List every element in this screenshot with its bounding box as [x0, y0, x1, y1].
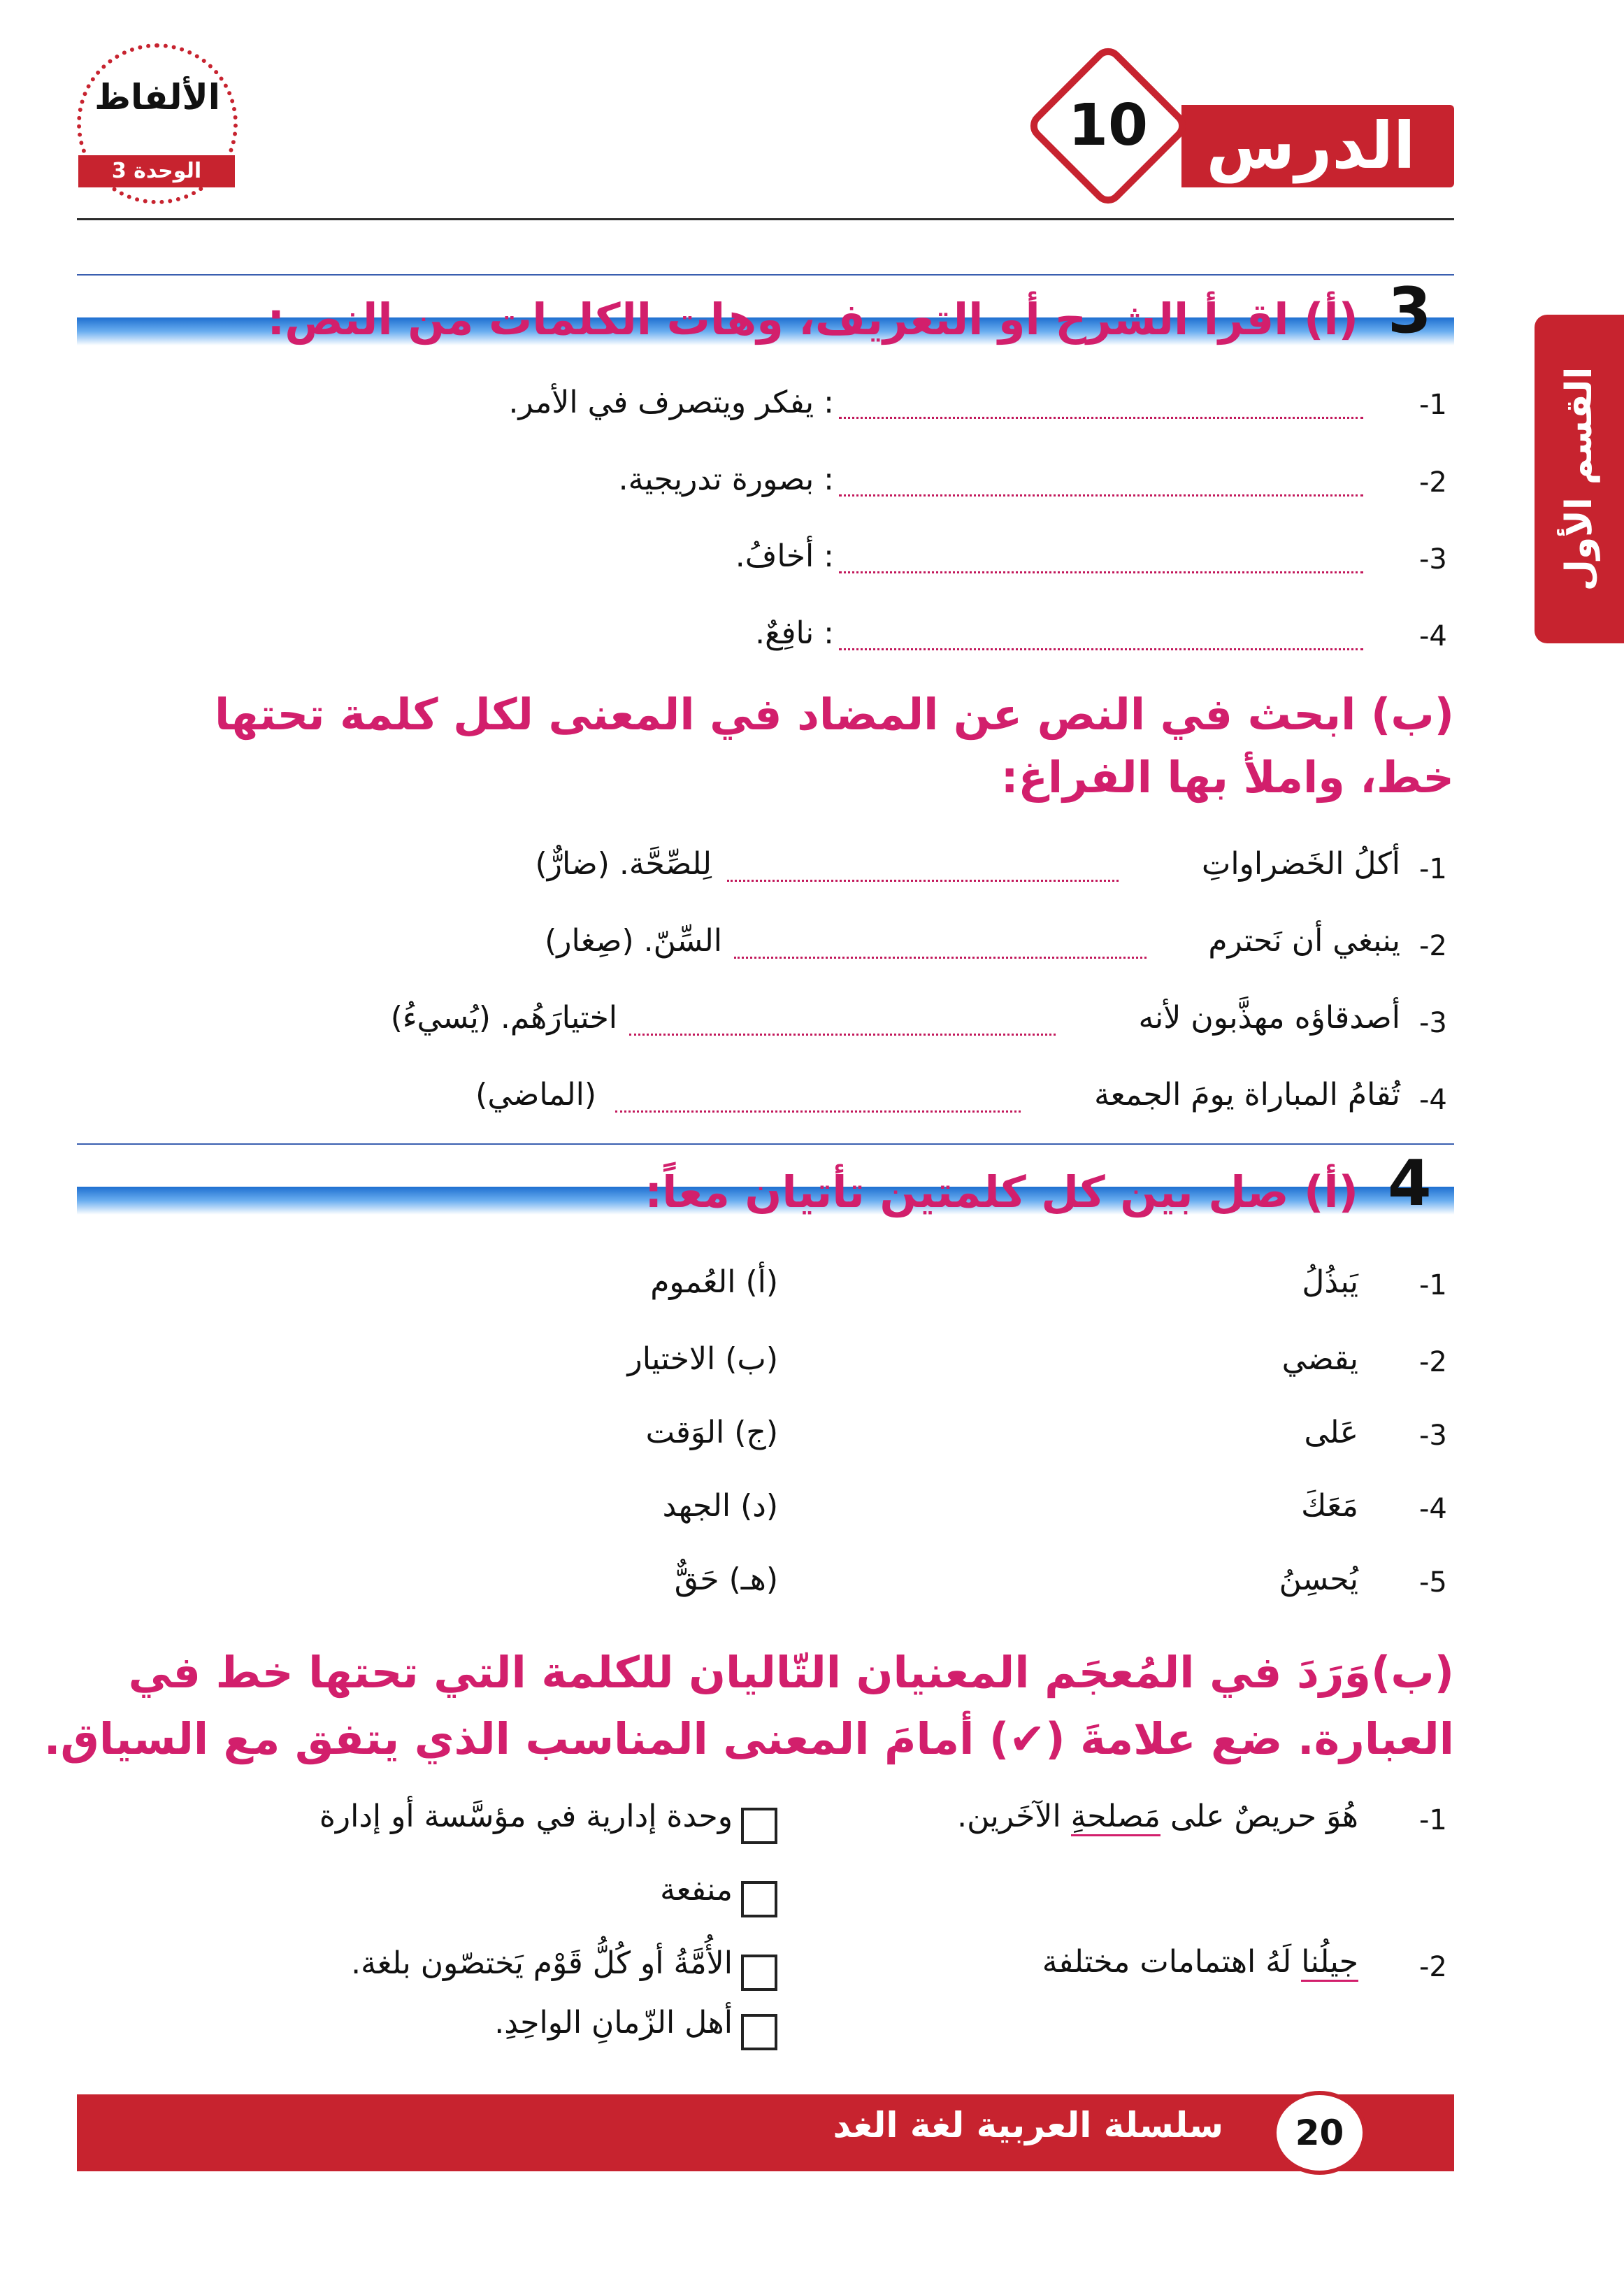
item-number: -1	[1419, 853, 1447, 885]
sentence-end: السِّنّ. (صِغار)	[545, 923, 722, 959]
underlined-word: مَصلحةِ	[1071, 1799, 1160, 1836]
section-4b-title-line1: (ب)وَرَدَ في المُعجَم المعنيان التّاليان للكلمة التي تحتها خط في	[128, 1647, 1454, 1698]
checkbox[interactable]	[741, 1808, 777, 1844]
underlined-word: جيلُنا	[1301, 1944, 1358, 1982]
match-option[interactable]: (د) الجهد	[662, 1488, 778, 1524]
match-option[interactable]: (ب) الاختيار	[627, 1341, 778, 1377]
checkbox[interactable]	[741, 2014, 777, 2050]
item-number: -4	[1419, 1493, 1447, 1525]
match-option[interactable]: (هـ) حَقٌّ	[674, 1562, 778, 1597]
item-number: -3	[1419, 543, 1447, 576]
sentence-end: اختيارَهُم. (يُسيءُ)	[390, 1000, 617, 1036]
match-word[interactable]: يُحسِنُ	[1279, 1562, 1358, 1597]
match-word[interactable]: مَعَكَ	[1301, 1488, 1358, 1524]
item-number: -3	[1419, 1420, 1447, 1452]
item-number: -2	[1419, 1346, 1447, 1378]
checkbox[interactable]	[741, 1955, 777, 1991]
checkbox[interactable]	[741, 1881, 777, 1917]
item-number: -5	[1419, 1566, 1447, 1599]
sentence-part: هُوَ حريصٌ على	[1170, 1799, 1358, 1834]
section-tab-label: القسم الأول	[1558, 366, 1600, 592]
definition-text: : نافِعٌ.	[755, 615, 834, 651]
item-number: -4	[1419, 620, 1447, 652]
sentence-end: (الماضي)	[475, 1077, 596, 1113]
answer-blank[interactable]	[727, 880, 1119, 882]
section-3b-title-line2: خط، واملأ بها الفراغ:	[1000, 752, 1454, 803]
definition-text: : يفكر ويتصرف في الأمر.	[508, 385, 834, 420]
lesson-label: الدرس	[1206, 108, 1416, 183]
sentence-part: الآخَرين.	[957, 1799, 1061, 1834]
question-sentence	[1042, 1944, 1358, 1980]
answer-blank[interactable]	[615, 1110, 1021, 1113]
match-word[interactable]: عَلى	[1304, 1415, 1358, 1450]
item-number: -1	[1419, 1269, 1447, 1301]
series-title: سلسلة العربية لغة الغد	[833, 2105, 1223, 2145]
answer-blank[interactable]	[629, 1034, 1056, 1036]
answer-blank[interactable]	[839, 648, 1363, 650]
match-option[interactable]: (أ) العُموم	[650, 1264, 778, 1300]
definition-text: : أخافُ.	[735, 538, 834, 574]
meaning-option: منفعة	[660, 1872, 733, 1908]
unit-title: الألفاظ	[94, 77, 220, 117]
lesson-number: 10	[1068, 92, 1149, 159]
item-number: -2	[1419, 1951, 1447, 1983]
sentence-start: ينبغي أن نَحترم	[1208, 923, 1400, 959]
sentence-part: لَهُ اهتمامات مختلفة	[1042, 1944, 1292, 1980]
item-number: -1	[1419, 389, 1447, 421]
page-number: 20	[1272, 2091, 1367, 2175]
footer-bar	[77, 2094, 1454, 2171]
item-number: -2	[1419, 930, 1447, 962]
item-number: -4	[1419, 1084, 1447, 1116]
unit-badge: الوحدة 3	[78, 155, 235, 187]
definition-text: : بصورة تدريجية.	[618, 462, 834, 497]
section-4-title: (أ) صل بين كل كلمتين تأتيان معاً:	[645, 1166, 1358, 1217]
meaning-option: أهل الزّمانِ الواحِدِ.	[494, 2005, 733, 2041]
question-sentence	[957, 1799, 1358, 1834]
header-rule	[77, 218, 1454, 220]
answer-blank[interactable]	[839, 417, 1363, 419]
answer-blank[interactable]	[734, 957, 1147, 959]
item-number: -1	[1419, 1804, 1447, 1836]
section-4-number: 4	[1388, 1147, 1432, 1220]
sentence-start: تُقامُ المباراة يومَ الجمعة	[1094, 1077, 1400, 1113]
item-number: -3	[1419, 1007, 1447, 1039]
answer-blank[interactable]	[839, 494, 1363, 496]
section-3b-title-line1: (ب) ابحث في النص عن المضاد في المعنى لكل كلمة تحتها	[215, 689, 1454, 740]
sentence-start: أكلُ الخَضراواتِ	[1201, 846, 1400, 882]
match-option[interactable]: (ج) الوَقت	[645, 1415, 778, 1450]
section-4b-title-line2: العبارة. ضع علامةَ (✔) أمامَ المعنى المناسب الذي يتفق مع السياق.	[43, 1713, 1454, 1764]
match-word[interactable]: يَبذُلُ	[1302, 1264, 1358, 1300]
match-word[interactable]: يقضي	[1281, 1341, 1358, 1377]
section-3-title: (أ) اقرأ الشرح أو التعريف، وهات الكلمات من النص:	[267, 294, 1358, 345]
item-number: -2	[1419, 466, 1447, 499]
section-3-number: 3	[1388, 274, 1432, 348]
sentence-end: لِلصِّحَّة. (ضارٌّ)	[535, 846, 712, 882]
meaning-option: الأُمَّةُ أو كُلُّ قَوْم يَختصّون بلغة.	[351, 1945, 733, 1981]
meaning-option: وحدة إدارية في مؤسَّسة أو إدارة	[319, 1799, 733, 1834]
answer-blank[interactable]	[839, 571, 1363, 573]
sentence-start: أصدقاؤه مهذَّبون لأنه	[1138, 1000, 1400, 1036]
